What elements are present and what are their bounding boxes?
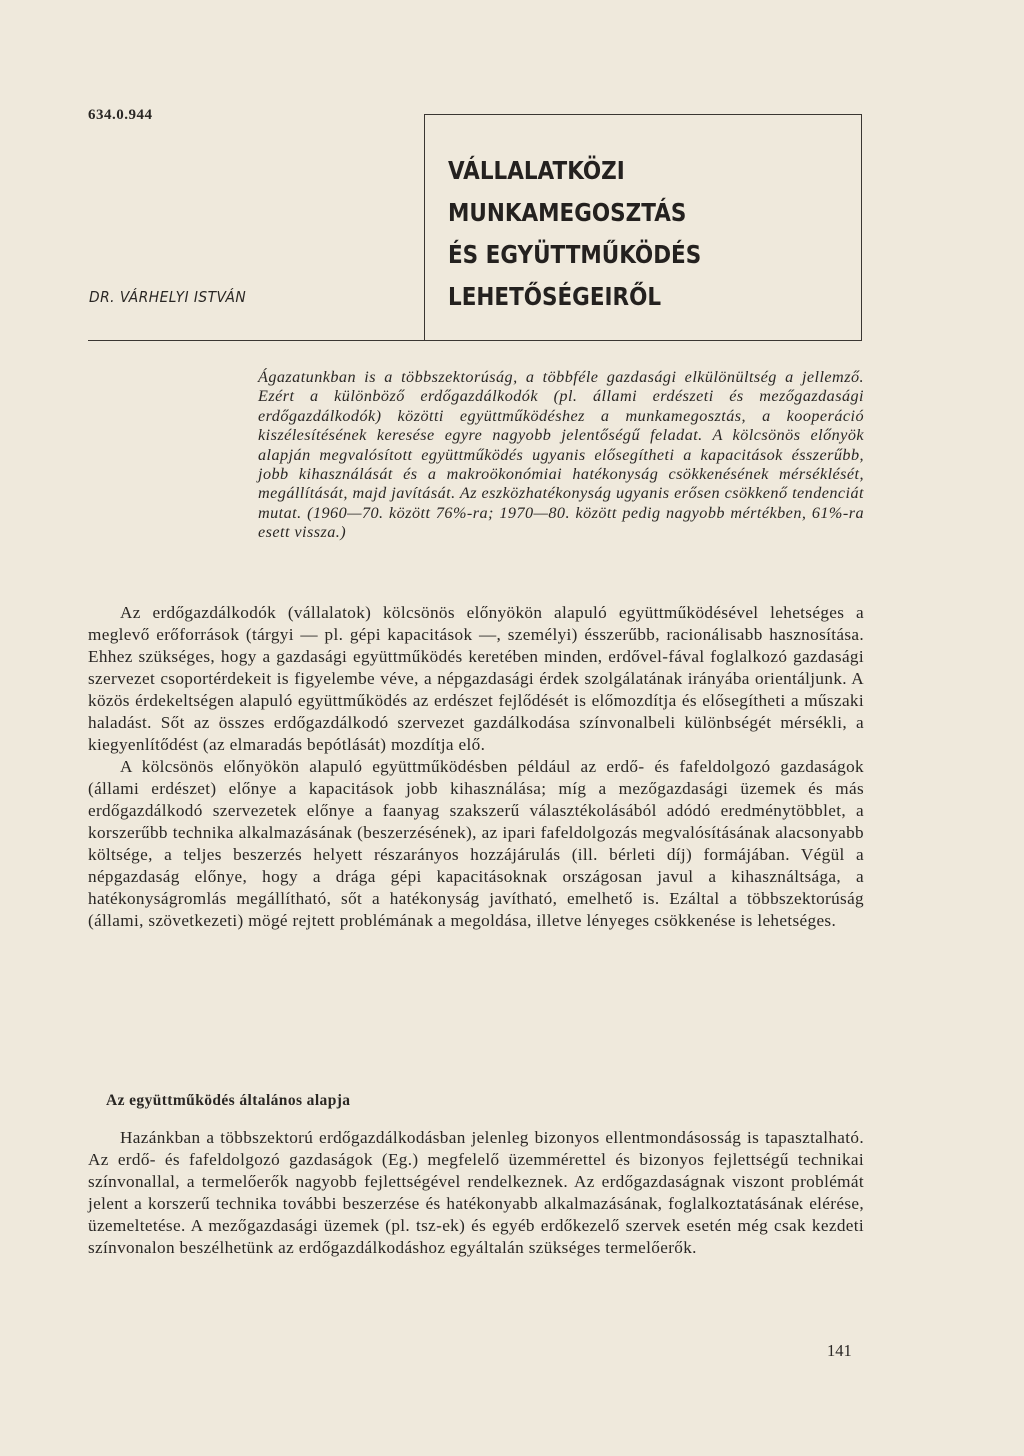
title-line: ÉS EGYÜTTMŰKÖDÉS bbox=[448, 240, 702, 269]
body-paragraph: Az erdőgazdálkodók (vállalatok) kölcsönös előnyökön alapuló együttműködésével lehetséges a meglevő erőforrások (tárgyi — pl. gépi kapacitások —, személyi) ésszerűbb, racionálisabb hasznosítása. Ehhez szükséges, hogy a gazdasági együttműködés keretében minden, erdővel-fával foglalkozó gazdasági szervezet csoportérdekeit is figyelembe véve, a népgazdasági érdek szolgálatának irányába orientáljunk. A közös érdekeltségen alapuló együttműködés az erdészet fejlődését is előmozdítja és elősegítheti a műszaki haladást. Sőt az összes erdőgazdálkodó szervezet gazdálkodása színvonalbeli különbségét mérsékli, a kiegyenlítődést (az elmaradás bepótlását) mozdítja elő. bbox=[88, 603, 864, 754]
header-bottom-rule bbox=[88, 340, 862, 341]
abstract: Ágazatunkban is a többszektorúság, a többféle gazdasági elkülönültség a jellemző. Ezért a különböző erdőgazdálkodók (pl. állami erdészeti és mezőgazdasági erdőgazdálkodók) közötti együttműködéshez a munkamegosztás, a kooperáció kiszélesítésének keresése egyre nagyobb jelentőségű feladat. A kölcsönös előnyök alapján megvalósított együttműködés ugyanis elősegítheti a kapacitások ésszerűbb, jobb kihasználását és a makroökonómiai hatékonyság csökkenésének mérséklését, megállítását, majd javítását. Az eszközhatékonyság ugyanis erősen csökkenő tendenciát mutat. (1960—70. között 76%-ra; 1970—80. között pedig nagyobb mértékben, 61%-ra esett vissza.) bbox=[258, 368, 864, 542]
body-paragraph: A kölcsönös előnyökön alapuló együttműködésben például az erdő- és fafeldolgozó gazdaságok (állami erdészet) előnye a kapacitások jobb kihasználása; míg a mezőgazdasági üzemek és más erdőgazdálkodó szervezetek előnye a faanyag szakszerű választékolásából adódó eredménytöbblet, a korszerűbb technika alkalmazásának (beszerzésének), az ipari fafeldolgozás megvalósításának alacsonyabb költsége, a teljes beszerzés helyett részarányos hozzájárulás (ill. bérleti díj) formájában. Végül a népgazdaság előnye, hogy a drága gépi kapacitásoknak országosan javul a kihasználtsága, a hatékonyságromlás megállítható, sőt a hatékonyság javítható, emelhető is. Ezáltal a többszektorúság (állami, szövetkezeti) mögé rejtett problémának a megoldása, illetve lényeges csökkenése is lehetséges. bbox=[88, 757, 864, 930]
author-name: DR. VÁRHELYI ISTVÁN bbox=[89, 288, 247, 306]
page-number: 141 bbox=[827, 1341, 852, 1360]
body-paragraph: Hazánkban a többszektorú erdőgazdálkodásban jelenleg bizonyos ellentmondásosság is tapasztalható. Az erdő- és fafeldolgozó gazdaságok (Eg.) megfelelő üzemmérettel és bizonyos fejlettségű technikai színvonallal, a termelőerők nagyobb fejlettségével rendelkeznek. Az erdőgazdaságnak viszont problémát jelent a korszerű technika további beszerzése és hatékonyabb alkalmazásának, foglalkoztatásának elérése, üzemeltetése. A mezőgazdasági üzemek (pl. tsz-ek) és egyéb erdőkezelő szervek esetén még csak kezdeti színvonalon beszélhetünk az erdőgazdálkodáshoz egyáltalán szükséges termelőerők. bbox=[88, 1128, 864, 1257]
title-box-top-rule bbox=[424, 114, 862, 115]
title-line: MUNKAMEGOSZTÁS bbox=[448, 198, 687, 227]
udc-code: 634.0.944 bbox=[88, 107, 153, 123]
title-box-left-rule bbox=[424, 114, 425, 340]
body-section-2 bbox=[88, 1127, 864, 1259]
article-title bbox=[448, 150, 701, 318]
title-line: LEHETŐSÉGEIRŐL bbox=[448, 282, 662, 311]
title-line: VÁLLALATKÖZI bbox=[448, 156, 625, 185]
body-section-1 bbox=[88, 602, 864, 932]
title-box-right-rule bbox=[861, 114, 862, 340]
section-heading: Az együttműködés általános alapja bbox=[106, 1092, 351, 1109]
